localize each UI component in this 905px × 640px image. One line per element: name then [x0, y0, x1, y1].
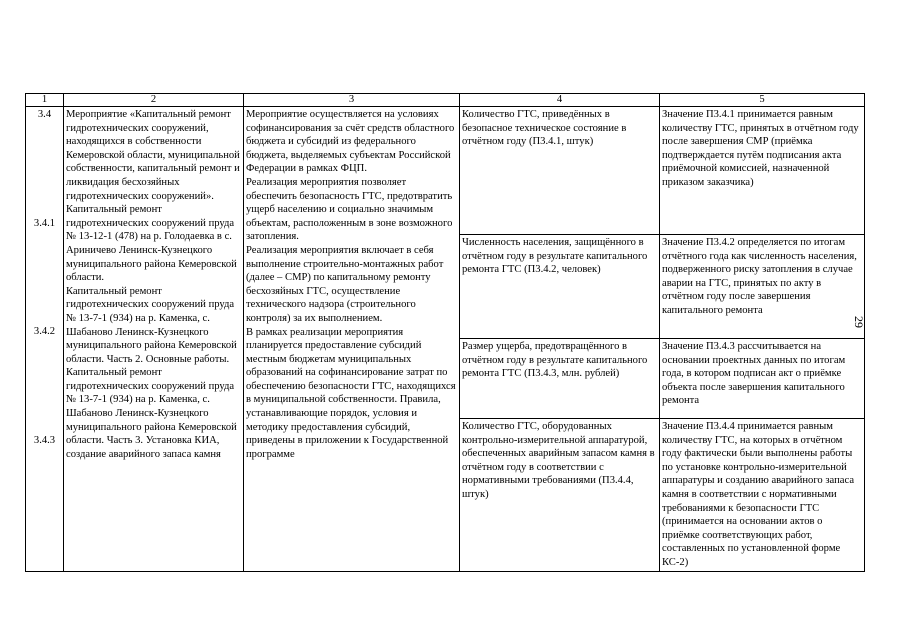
- program-table: [25, 93, 865, 572]
- measure-name: Мероприятие «Капитальный ремонт гидротехнических сооружений, находящихся в собственности Кемеровской области, муниципальной собственности, капитальный ремонт и ликвидация бесхозяйных гидротехнических сооружений».: [66, 109, 240, 202]
- indicator-name: Количество ГТС, приведённых в безопасное техническое состояние в отчётном году (П3.4.1, штук): [460, 107, 660, 235]
- description-paragraph: Реализация мероприятия позволяет обеспечить безопасность ГТС, предотвратить ущерб населению и социально значимым объектам, расположенным в зоне возможного затопления.: [246, 176, 453, 243]
- header-row: [26, 94, 865, 107]
- indicator-name: Численность населения, защищённого в отчётном году в результате капитального ремонта ГТС (П3.4.2, человек): [460, 235, 660, 339]
- description-cell: [244, 107, 460, 572]
- indicator-method: Значение П3.4.4 принимается равным количеству ГТС, на которых в отчётном году фактически были выполнены работы по установке контрольно-измерительной аппаратуры и созданию аварийного запаса камня в соответствии с нормативными требованиями к безопасности ГТС (принимается на основании актов о приёмке соответствующих работ, составленных по установленной форме КС-2): [660, 419, 865, 572]
- measure-name: Капитальный ремонт гидротехнических сооружений пруда № 13-7-1 (934) на р. Каменка, с. Шабаново Ленинск-Кузнецкого муниципального района Кемеровской области. Часть 3. Установка КИА, создание аварийного запаса камня: [66, 367, 237, 460]
- item-number: 3.4.1: [33, 217, 56, 229]
- measure-name: Капитальный ремонт гидротехнических сооружений пруда № 13-7-1 (934) на р. Каменка, с. Шабаново Ленинск-Кузнецкого муниципального района Кемеровской области. Часть 2. Основные работы.: [66, 285, 237, 365]
- header-col-2: 2: [64, 94, 244, 107]
- measure-name: Капитальный ремонт гидротехнических сооружений пруда № 13-12-1 (478) на р. Голодаевка в с. Ариничево Ленинск-Кузнецкого муниципального района Кемеровской области.: [66, 204, 237, 284]
- item-number: 3.4: [37, 109, 52, 120]
- item-number: 3.4.2: [33, 326, 56, 338]
- header-col-4: 4: [460, 94, 660, 107]
- item-number: 3.4.3: [33, 434, 56, 446]
- header-col-3: 3: [244, 94, 460, 107]
- indicator-method: Значение П3.4.3 рассчитывается на основании проектных данных по итогам года, в котором подписан акт о приёмке объекта после завершения капитального ремонта: [660, 339, 865, 419]
- indicator-name: Количество ГТС, оборудованных контрольно-измерительной аппаратурой, обеспеченных аварийным запасом камня в отчётном году в соответствии с нормативными требованиями (П3.4.4, штук): [460, 419, 660, 572]
- indicator-method: Значение П3.4.1 принимается равным количеству ГТС, принятых в отчётном году после завершения СМР (приёмка подтверждается путём подписания акта приёмочной комиссией, назначенной приказом заказчика): [660, 107, 865, 235]
- indicator-name: Размер ущерба, предотвращённого в отчётном году в результате капитального ремонта ГТС (П3.4.3, млн. рублей): [460, 339, 660, 419]
- indicator-method: Значение П3.4.2 определяется по итогам отчётного года как численность населения, подверженного риску затопления в случае аварии на ГТС, принятых по акту в отчётном году после завершения капитального ремонта: [660, 235, 865, 339]
- page-number: 29: [852, 316, 866, 328]
- description-paragraph: В рамках реализации мероприятия планируется предоставление субсидий местным бюджетам муниципальных образований на софинансирование затрат по обеспечению безопасности ГТС, находящихся в муниципальной собственности. Правила, устанавливающие порядок, условия и методику предоставления субсидий, приведены в приложении к Государственной программе: [246, 326, 456, 460]
- header-col-1: 1: [26, 94, 64, 107]
- item-numbers-cell: [26, 107, 64, 572]
- header-col-5: 5: [660, 94, 865, 107]
- description-paragraph: Реализация мероприятия включает в себя выполнение строительно-монтажных работ (далее – СМР) по капитальному ремонту бесхозяйных ГТС, осуществление технического надзора (строительного контроля) за их выполнением.: [246, 244, 444, 324]
- description-paragraph: Мероприятие осуществляется на условиях софинансирования за счёт средств областного бюджета и субсидий из федерального бюджета, выделяемых субъектам Российской Федерации в рамках ФЦП.: [246, 109, 455, 175]
- table-row: [26, 107, 865, 235]
- measure-names-cell: [64, 107, 244, 572]
